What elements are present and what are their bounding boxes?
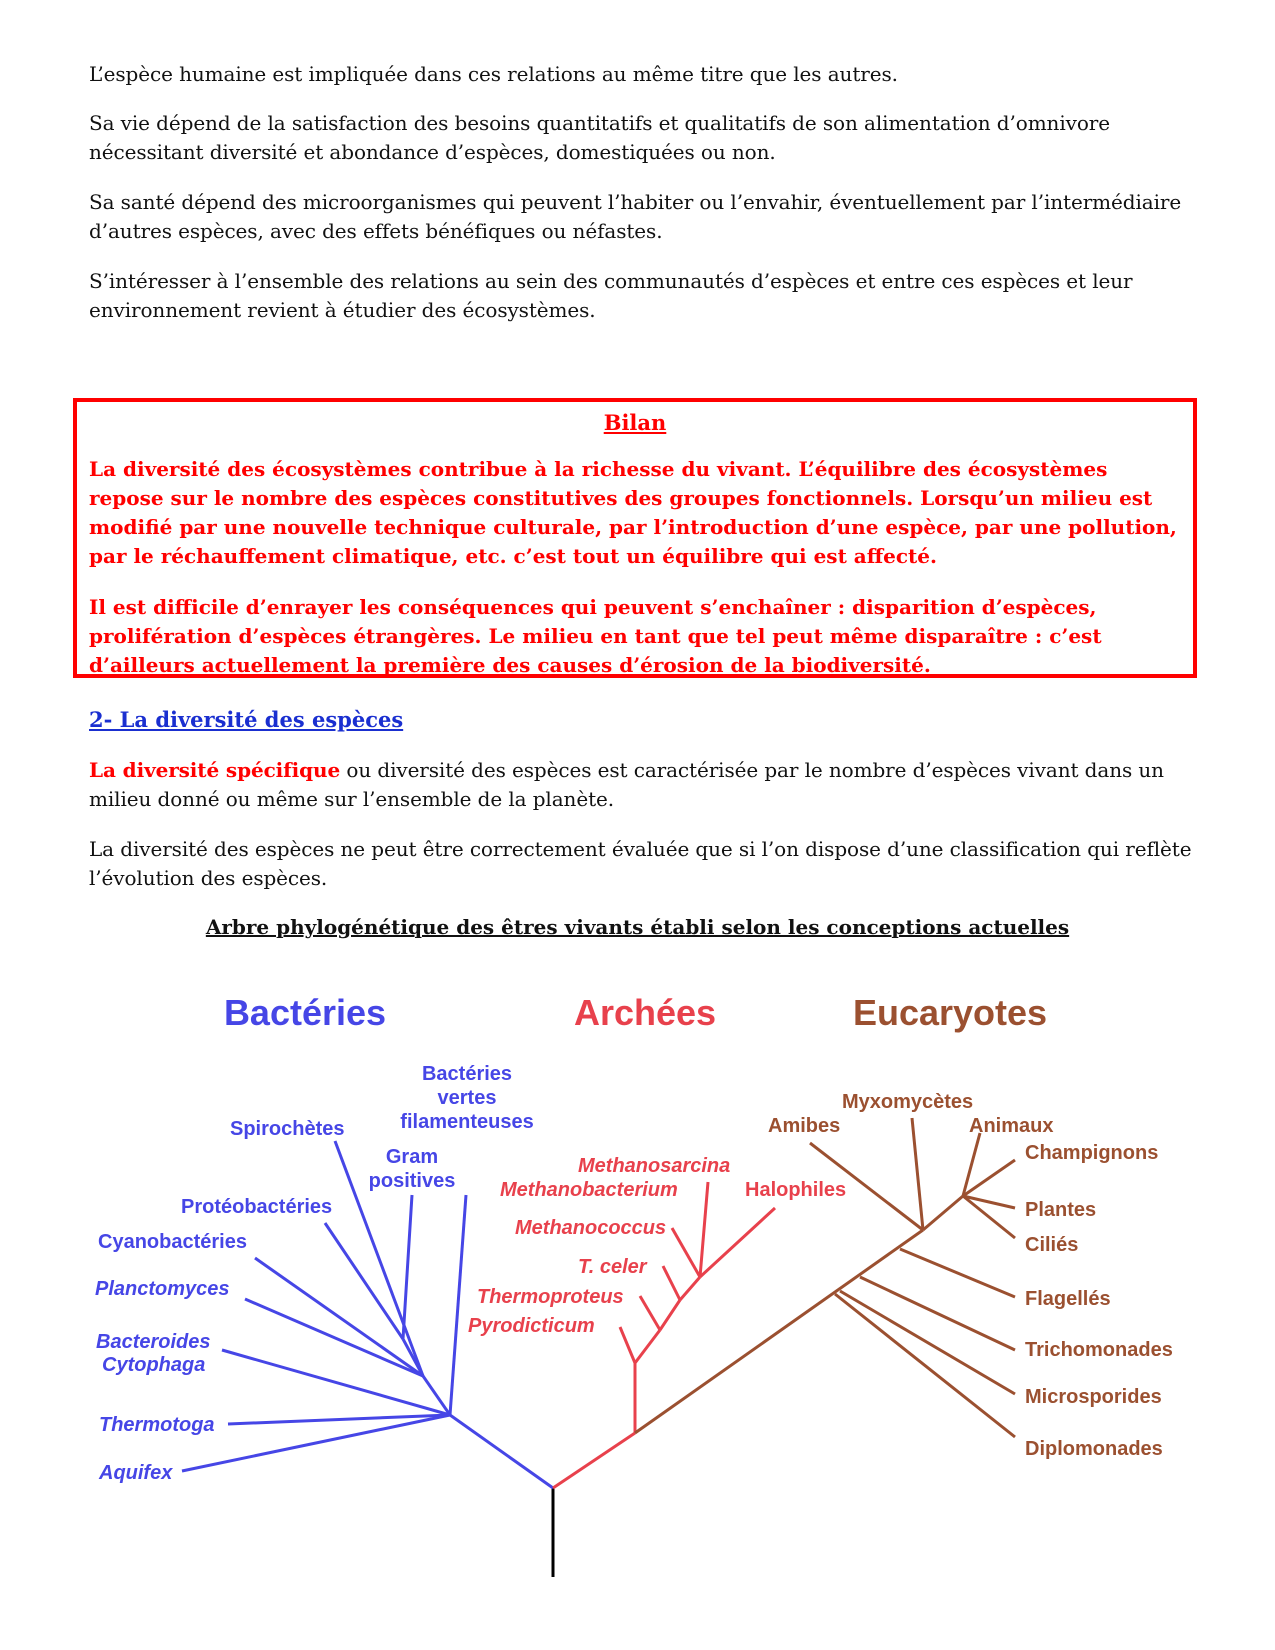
branch-gram-positive: [403, 1195, 412, 1339]
label-gram-positive-2: positives: [368, 1170, 456, 1192]
domain-label-eukaryota: Eucaryotes: [852, 992, 1048, 1033]
branch-green-filamentous: [450, 1195, 466, 1415]
paragraph-ecosystems: S’intéresser à l’ensemble des relations au sein des communautés d’espèces et entre ces espèces et leur environnement revient à étudier des écosystèmes.: [89, 269, 1133, 322]
branch-aquifex: [182, 1415, 450, 1471]
label-green-filamentous-1: Bactéries: [421, 1063, 513, 1085]
label-microsporides: Microsporides: [1025, 1386, 1162, 1408]
label-flagelles: Flagellés: [1025, 1288, 1111, 1310]
paragraph-human-species: L’espèce humaine est impliquée dans ces relations au même titre que les autres.: [89, 62, 898, 86]
label-spirochetes: Spirochètes: [230, 1118, 345, 1140]
branch-diplomonades: [835, 1294, 1015, 1437]
branch-cyanobacteria: [255, 1258, 423, 1376]
paragraph-specific-diversity: [89, 756, 1199, 814]
archaea-stem: [553, 1433, 635, 1488]
domain-label-archaea: Archées: [573, 992, 717, 1033]
label-champignons: Champignons: [1025, 1142, 1159, 1164]
phylogenetic-tree: [0, 960, 1275, 1590]
label-methanococcus: Methanococcus: [515, 1217, 667, 1239]
label-myxomycetes: Myxomycètes: [842, 1091, 974, 1113]
branch-methanobacterium: [700, 1182, 708, 1277]
label-thermotoga: Thermotoga: [99, 1414, 215, 1436]
archaea-inner-2: [660, 1300, 680, 1330]
label-diplomonades: Diplomonades: [1025, 1438, 1163, 1460]
paragraph-health: Sa santé dépend des microorganismes qui peuvent l’habiter ou l’envahir, éventuellement par l’intermédiaire d’autres espèces, avec des effets bénéfiques ou néfastes.: [89, 190, 1182, 243]
paragraph-specific-diversity-text: ou diversité des espèces est caractérisée par le nombre d’espèces vivant dans un milieu donné ou même sur l’ensemble de la planète.: [89, 758, 1164, 811]
archaea-inner-3: [680, 1277, 700, 1300]
bilan-title: Bilan: [603, 410, 667, 435]
bilan-paragraph-1: La diversité des écosystèmes contribue à la richesse du vivant. L’équilibre des écosystèmes repose sur le nombre des espèces constitutives des groupes fonctionnels. Lorsqu’un milieu est modifié par une nouvelle technique culturale, par l’introduction d’une espèce, par une pollution, par le réchauffement climatique, etc. c’est tout un équilibre qui est affecté.: [89, 457, 1177, 568]
branch-thermoproteus: [640, 1296, 660, 1330]
domain-label-bacteria: Bactéries: [223, 992, 387, 1033]
archaea-labels: [468, 1155, 846, 1337]
eukaryota-inner-crown: [923, 1196, 963, 1230]
label-pyrodicticum: Pyrodicticum: [468, 1315, 595, 1337]
bilan-box: [73, 398, 1197, 678]
label-amibes: Amibes: [768, 1115, 841, 1137]
figure-title: Arbre phylogénétique des êtres vivants établi selon les conceptions actuelles: [205, 915, 1070, 939]
eukaryota-labels: [768, 1091, 1173, 1460]
label-proteobacteria: Protéobactéries: [181, 1196, 333, 1218]
branch-pyrodicticum: [620, 1327, 635, 1363]
label-thermoproteus: Thermoproteus: [477, 1286, 624, 1308]
label-trichomonades: Trichomonades: [1025, 1339, 1173, 1361]
label-green-filamentous-3: filamenteuses: [400, 1111, 534, 1133]
label-plantes: Plantes: [1025, 1199, 1097, 1221]
section-heading: 2- La diversité des espèces: [89, 707, 404, 732]
label-cilies: Ciliés: [1025, 1234, 1079, 1256]
label-cyanobacteria: Cyanobactéries: [98, 1231, 247, 1253]
term-specific-diversity: La diversité spécifique: [89, 758, 341, 782]
archaea-inner-1: [635, 1330, 660, 1363]
bilan-paragraph-2: Il est difficile d’enrayer les conséquences qui peuvent s’enchaîner : disparition d’espèces, prolifération d’espèces étrangères. Le milieu en tant que tel peut même disparaître : c’est d’ailleurs actuellement la première des causes d’érosion de la biodiversité.: [89, 595, 1102, 677]
paragraph-nutrition: Sa vie dépend de la satisfaction des besoins quantitatifs et qualitatifs de son alimentation d’omnivore nécessitant diversité et abondance d’espèces, domestiquées ou non.: [89, 111, 1110, 164]
label-cytophaga: Cytophaga: [102, 1354, 206, 1376]
label-gram-positive-1: Gram: [385, 1146, 439, 1168]
label-bacteroides: Bacteroides: [96, 1331, 211, 1353]
paragraph-classification: La diversité des espèces ne peut être correctement évaluée que si l’on dispose d’une classification qui reflète l’évolution des espèces.: [89, 837, 1192, 890]
label-t-celer: T. celer: [578, 1256, 647, 1278]
branch-halophiles: [700, 1208, 775, 1277]
label-halophiles: Halophiles: [745, 1179, 847, 1201]
label-methanosarcina: Methanosarcina: [578, 1155, 731, 1177]
branch-proteobacteria: [325, 1223, 403, 1339]
branch-myxomycetes: [912, 1118, 923, 1230]
branch-t-celer: [663, 1266, 680, 1300]
label-animaux: Animaux: [969, 1115, 1054, 1137]
bacteria-stem: [450, 1415, 553, 1488]
label-planctomyces: Planctomyces: [95, 1278, 230, 1300]
branch-microsporides: [840, 1291, 1015, 1394]
branch-methanococcus: [672, 1228, 700, 1277]
label-aquifex: Aquifex: [99, 1462, 173, 1484]
label-green-filamentous-2: vertes: [437, 1087, 497, 1109]
branch-flagelles: [900, 1249, 1015, 1297]
label-methanobacterium: Methanobacterium: [500, 1179, 678, 1201]
